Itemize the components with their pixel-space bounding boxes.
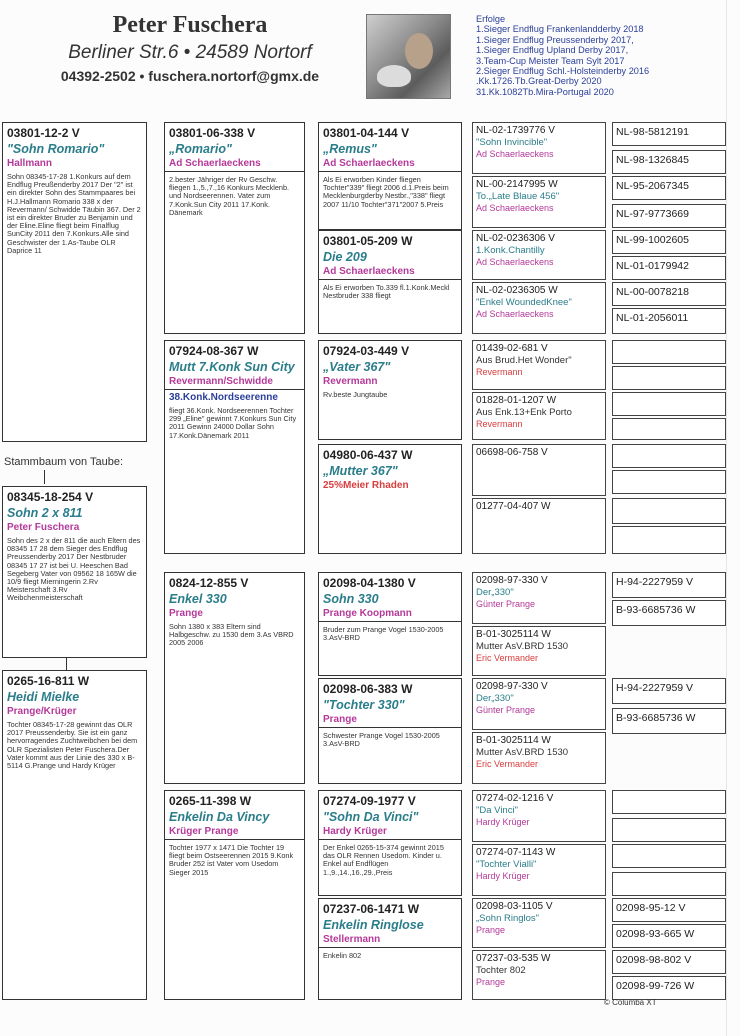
grandparent-owner: Prange — [319, 712, 461, 728]
gen5-card — [612, 872, 726, 896]
gen5-card — [612, 340, 726, 364]
parent-ring: 0824-12-855 V — [169, 576, 249, 590]
ancestor-name: Mutter AsV.BRD 1530 — [476, 641, 569, 652]
grandparent-card — [318, 122, 462, 230]
subject-owner: Peter Fuschera — [7, 522, 80, 533]
grandparent-owner: Stellermann — [319, 932, 461, 948]
parent-card — [164, 572, 305, 784]
parent-name: Enkel 330 — [169, 592, 227, 606]
grandparent-ring: 02098-06-383 W — [323, 682, 413, 696]
ancestor-owner: Ad Schaerlaeckens — [476, 309, 554, 319]
gen5-card — [612, 526, 726, 554]
ancestor-card — [472, 230, 606, 280]
grandparent-owner: Ad Schaerlaeckens — [319, 156, 461, 172]
ancestor-name: Tochter 802 — [476, 965, 526, 976]
ancestor-card — [472, 732, 606, 784]
ancestor-card — [472, 844, 606, 896]
gen5-card — [612, 818, 726, 842]
ancestor-card — [472, 340, 606, 390]
grandparent-name: "Sohn Da Vinci" — [323, 810, 419, 824]
ancestor-name: 1.Konk.Chantilly — [476, 245, 545, 256]
gen5-card: 02098-99-726 W — [612, 976, 726, 1000]
gen5-card — [612, 498, 726, 524]
grandparent-name: Die 209 — [323, 250, 367, 264]
ancestor-ring: NL-02-1739776 V — [476, 125, 555, 136]
ancestor-card — [472, 626, 606, 676]
parent-name: Mutt 7.Konk Sun City — [169, 360, 295, 374]
gen5-card: NL-98-1326845 — [612, 150, 726, 174]
ancestor-name: Aus Enk.13+Enk Porto — [476, 407, 572, 418]
gen5-card: 02098-93-665 W — [612, 924, 726, 948]
ancestor-owner: Prange — [476, 925, 506, 935]
ancestor-owner: Revermann — [476, 367, 523, 377]
sire-owner: Hallmann — [7, 158, 53, 169]
parent-description: 2.bester Jähriger der Rv Geschw. fliegen 1.,5.,7.,16 Konkurs Mecklenb. und Nordseerennen. Vater zum 7.Konk.Sun City 2011 17.Konk. Dänemark — [169, 175, 290, 217]
grandparent-ring: 07924-03-449 V — [323, 344, 410, 358]
success-line: 1.Sieger Endflug Preussenderby 2017, — [476, 34, 634, 45]
gen5-card — [612, 444, 726, 468]
gen5-card: H-94-2227959 V — [612, 572, 726, 598]
dam-card — [2, 670, 147, 1000]
ancestor-card — [472, 790, 606, 842]
grandparent-card — [318, 230, 462, 334]
ancestor-name: Der„330" — [476, 587, 514, 598]
parent-card — [164, 790, 305, 1000]
sire-name: "Sohn Romario" — [7, 142, 105, 156]
success-line: 1.Sieger Endflug Frankenlandderby 2018 — [476, 24, 644, 35]
ancestor-ring: NL-00-2147995 W — [476, 179, 558, 190]
parent-ring: 03801-06-338 V — [169, 126, 256, 140]
ancestor-owner: Prange — [476, 977, 506, 987]
ancestor-owner: Eric Vermander — [476, 653, 539, 663]
breeder-photo — [366, 14, 451, 99]
successes-list — [476, 14, 716, 97]
ancestor-card — [472, 572, 606, 624]
grandparent-name: "Tochter 330" — [323, 698, 405, 712]
ancestor-ring: 02098-97-330 V — [476, 681, 548, 692]
grandparent-card — [318, 790, 462, 896]
grandparent-owner: Revermann — [323, 376, 378, 387]
connector-line — [66, 658, 67, 670]
portrait-image — [405, 33, 433, 69]
ancestor-card — [472, 950, 606, 1000]
parent-owner: Ad Schaerlaeckens — [165, 156, 304, 172]
ancestor-ring: 07237-03-535 W — [476, 953, 551, 964]
ancestor-card — [472, 678, 606, 730]
parent-description: Sohn 1380 x 383 Eltern sind Halbgeschw. zu 1530 dem 3.As VBRD 2005 2006 — [169, 622, 294, 648]
ancestor-ring: 01277-04-407 W — [476, 501, 551, 512]
grandparent-description: Rv.beste Jungtaube — [323, 390, 388, 399]
gen5-card — [612, 366, 726, 390]
grandparent-ring: 07237-06-1471 W — [323, 902, 420, 916]
grandparent-card — [318, 340, 462, 440]
gen5-card: B-93-6685736 W — [612, 600, 726, 626]
ancestor-card — [472, 898, 606, 948]
grandparent-name: „Vater 367" — [323, 360, 391, 374]
ancestor-owner: Ad Schaerlaeckens — [476, 257, 554, 267]
ancestor-ring: B-01-3025114 W — [476, 735, 551, 746]
ancestor-ring: 01439-02-681 V — [476, 343, 548, 354]
gen5-card: NL-01-0179942 — [612, 256, 726, 280]
gen5-card — [612, 790, 726, 814]
grandparent-card — [318, 444, 462, 554]
gen5-card: NL-95-2067345 — [612, 176, 726, 200]
dam-ring: 0265-16-811 W — [7, 674, 90, 688]
parent-ring: 0265-11-398 W — [169, 794, 252, 808]
gen5-card: NL-98-5812191 — [612, 122, 726, 146]
grandparent-owner: Prange Koopmann — [319, 606, 461, 622]
success-line: .Kk.1726.Tb.Great-Derby 2020 — [476, 76, 602, 87]
success-line: 1.Sieger Endflug Upland Derby 2017, — [476, 45, 629, 56]
grandparent-ring: 04980-06-437 W — [323, 448, 413, 462]
ancestor-name: "Tochter Vialli" — [476, 859, 537, 870]
ancestor-ring: NL-02-0236305 W — [476, 285, 558, 296]
ancestor-name: To.„Late Blaue 456" — [476, 191, 560, 202]
gen5-card — [612, 844, 726, 868]
grandparent-name: „Remus" — [323, 142, 377, 156]
ancestor-ring: B-01-3025114 W — [476, 629, 551, 640]
ancestor-card — [472, 498, 606, 554]
ancestor-name: Aus Brud.Het Wonder" — [476, 355, 572, 366]
gen5-card: 02098-98-802 V — [612, 950, 726, 974]
subject-ring: 08345-18-254 V — [7, 490, 94, 504]
ancestor-owner: Eric Vermander — [476, 759, 539, 769]
breeder-name: Peter Fuschera — [112, 12, 268, 38]
success-line: 31.Kk.1082Tb.Mira-Portugal 2020 — [476, 86, 614, 97]
dam-name: Heidi Mielke — [7, 690, 80, 704]
gen5-card: 02098-95-12 V — [612, 898, 726, 922]
grandparent-description: Enkelin 802 — [323, 951, 362, 960]
success-line: 2.Sieger Endflug Schl.-Holsteinderby 2016 — [476, 66, 650, 77]
grandparent-description: Bruder zum Prange Vogel 1530-2005 3.AsV-BRD — [323, 625, 444, 643]
grandparent-name: Enkelin Ringlose — [323, 918, 424, 932]
gen5-card: H-94-2227959 V — [612, 678, 726, 704]
grandparent-card — [318, 678, 462, 784]
breeder-contact: 04392-2502 • fuschera.nortorf@gmx.de — [60, 68, 320, 84]
ancestor-owner: Hardy Krüger — [476, 871, 530, 881]
grandparent-description: Schwester Prange Vogel 1530-2005 3.AsV-BRD — [323, 731, 440, 749]
gen5-card: NL-00-0078218 — [612, 282, 726, 306]
parent-card — [164, 340, 305, 554]
grandparent-owner: Hardy Krüger — [319, 824, 461, 840]
ancestor-ring: 07274-02-1216 V — [476, 793, 554, 804]
ancestor-name: "Enkel WoundedKnee" — [476, 297, 572, 308]
grandparent-ring: 03801-04-144 V — [323, 126, 410, 140]
grandparent-owner: 25%Meier Rhaden — [323, 480, 409, 491]
subject-card — [2, 486, 147, 658]
ancestor-card — [472, 282, 606, 334]
pigeon-image — [377, 65, 411, 87]
ancestor-ring: 02098-03-1105 V — [476, 901, 553, 912]
parent-description: fliegt 36.Konk. Nordseerennen Tochter 299 „Eline" gewinnt 7.Konkurs Sun City 2011 Gewinn 24000 Dollar Sohn 17.Konk.Dänemark 2011 — [169, 406, 297, 440]
grandparent-card — [318, 898, 462, 1000]
successes-title: Erfolge — [476, 14, 506, 24]
ancestor-name: "Sohn Invincible" — [476, 137, 548, 148]
ancestor-ring: 06698-06-758 V — [476, 447, 548, 458]
ancestor-owner: Hardy Krüger — [476, 817, 530, 827]
gen5-card — [612, 418, 726, 440]
grandparent-owner: Ad Schaerlaeckens — [319, 264, 461, 280]
sire-description: Sohn 08345-17-28 1.Konkurs auf dem Endflug Preußenderby 2017 Der "2" ist ein direkter Sohn des Stammpaares bei H.J.Hallmann Romario 338 x der Revermann/ Schwidde Täubin 367. Der 2 ist ein direkter Bruder zu Benjamin und der Eline.Eline fliegt beim Finalflug SunCity 2011 den 7.Konkurs.Alle sind Geschwister der 1.As-Taube OLR Daprice 11 — [7, 172, 141, 255]
grandparent-ring: 02098-04-1380 V — [323, 576, 416, 590]
parent-result: 38.Konk.Nordseerenne — [169, 392, 278, 403]
ancestor-card — [472, 176, 606, 228]
copyright-label: © Columba XT — [604, 998, 657, 1007]
gen5-card: B-93-6685736 W — [612, 708, 726, 734]
grandparent-ring: 03801-05-209 W — [323, 234, 413, 248]
parent-owner: Krüger Prange — [165, 824, 304, 840]
gen5-card: NL-99-1002605 — [612, 230, 726, 254]
ancestor-owner: Günter Prange — [476, 599, 536, 609]
ancestor-name: Der„330" — [476, 693, 514, 704]
parent-name: Enkelin Da Vincy — [169, 810, 270, 824]
parent-description: Tochter 1977 x 1471 Die Tochter 19 fliegt beim Ostseerennen 2015 9.Konk Bruder 252 ist Vater vom Usedom Sieger 2015 — [169, 843, 294, 877]
dam-description: Tochter 08345-17-28 gewinnt das OLR 2017 Preussenderby. Sie ist ein ganz hervorragendes Zuchtweibchen bei dem OLR Spezialisten Peter Fuschera.Der Vater kommt aus der Linie des 330 x B-5114 G.Prange und Hardy Krüger — [7, 720, 138, 771]
ancestor-owner: Ad Schaerlaeckens — [476, 203, 554, 213]
parent-owner: Prange — [169, 608, 203, 619]
ancestor-card — [472, 122, 606, 174]
gen5-card — [612, 392, 726, 416]
ancestor-name: "Da Vinci" — [476, 805, 518, 816]
grandparent-card — [318, 572, 462, 676]
parent-name: „Romario" — [169, 142, 232, 156]
parent-owner: Revermann/Schwidde — [165, 374, 304, 390]
stammbaum-label: Stammbaum von Taube: — [4, 456, 124, 468]
ancestor-ring: NL-02-0236306 V — [476, 233, 555, 244]
grandparent-name: „Mutter 367" — [323, 464, 398, 478]
gen5-card — [612, 470, 726, 494]
ancestor-ring: 02098-97-330 V — [476, 575, 548, 586]
ancestor-name: Mutter AsV.BRD 1530 — [476, 747, 569, 758]
ancestor-owner: Ad Schaerlaeckens — [476, 149, 554, 159]
ancestor-name: „Sohn Ringlos" — [476, 913, 540, 924]
gen5-card: NL-01-2056011 — [612, 308, 726, 334]
parent-ring: 07924-08-367 W — [169, 344, 259, 358]
dam-owner: Prange/Krüger — [7, 706, 77, 717]
parent-card — [164, 122, 305, 334]
page-edge — [726, 0, 727, 1036]
sire-ring: 03801-12-2 V — [7, 126, 80, 140]
ancestor-owner: Revermann — [476, 419, 523, 429]
success-line: 3.Team-Cup Meister Team Sylt 2017 — [476, 55, 625, 66]
ancestor-ring: 01828-01-1207 W — [476, 395, 557, 406]
grandparent-description: Als Ei erworben Kinder fliegen Tochter"339" fliegt 2006 d.1.Preis beim Mecklenburgderby Nestbr.,"338" fliegt 2007 11/10 Tochter"371"2007 5.Preis — [323, 175, 449, 209]
connector-line — [44, 470, 45, 484]
ancestor-card — [472, 444, 606, 496]
sire-card — [2, 122, 147, 442]
grandparent-name: Sohn 330 — [323, 592, 379, 606]
grandparent-description: Als Ei erworben To.339 fl.1.Konk.Meckl Nestbruder 338 fliegt — [323, 283, 450, 301]
breeder-address: Berliner Str.6 • 24589 Nortorf — [68, 42, 312, 63]
ancestor-card — [472, 392, 606, 440]
gen5-card: NL-97-9773669 — [612, 204, 726, 228]
grandparent-description: Der Enkel 0265-15-374 gewinnt 2015 das OLR Rennen Usedom. Kinder u. Enkel auf Endflügen 1.,9.,14.,16.,29.,Preis — [323, 843, 444, 877]
subject-description: Sohn des 2 x der 811 die auch Eltern des 08345 17 28 dem Sieger des Endflug Preussenderby 2017 Der Nestbruder 08345 17 27 ist bei U. Heeschen Bad Segeberg Vater von 09562 18 165W die 10/9 fliegt Mierningerin 2.Rv Meisterschaft 3.Rv Weibchenmeisterschaft — [7, 536, 141, 603]
ancestor-owner: Günter Prange — [476, 705, 536, 715]
subject-name: Sohn 2 x 811 — [7, 506, 83, 520]
ancestor-ring: 07274-07-1143 W — [476, 847, 556, 858]
grandparent-ring: 07274-09-1977 V — [323, 794, 416, 808]
